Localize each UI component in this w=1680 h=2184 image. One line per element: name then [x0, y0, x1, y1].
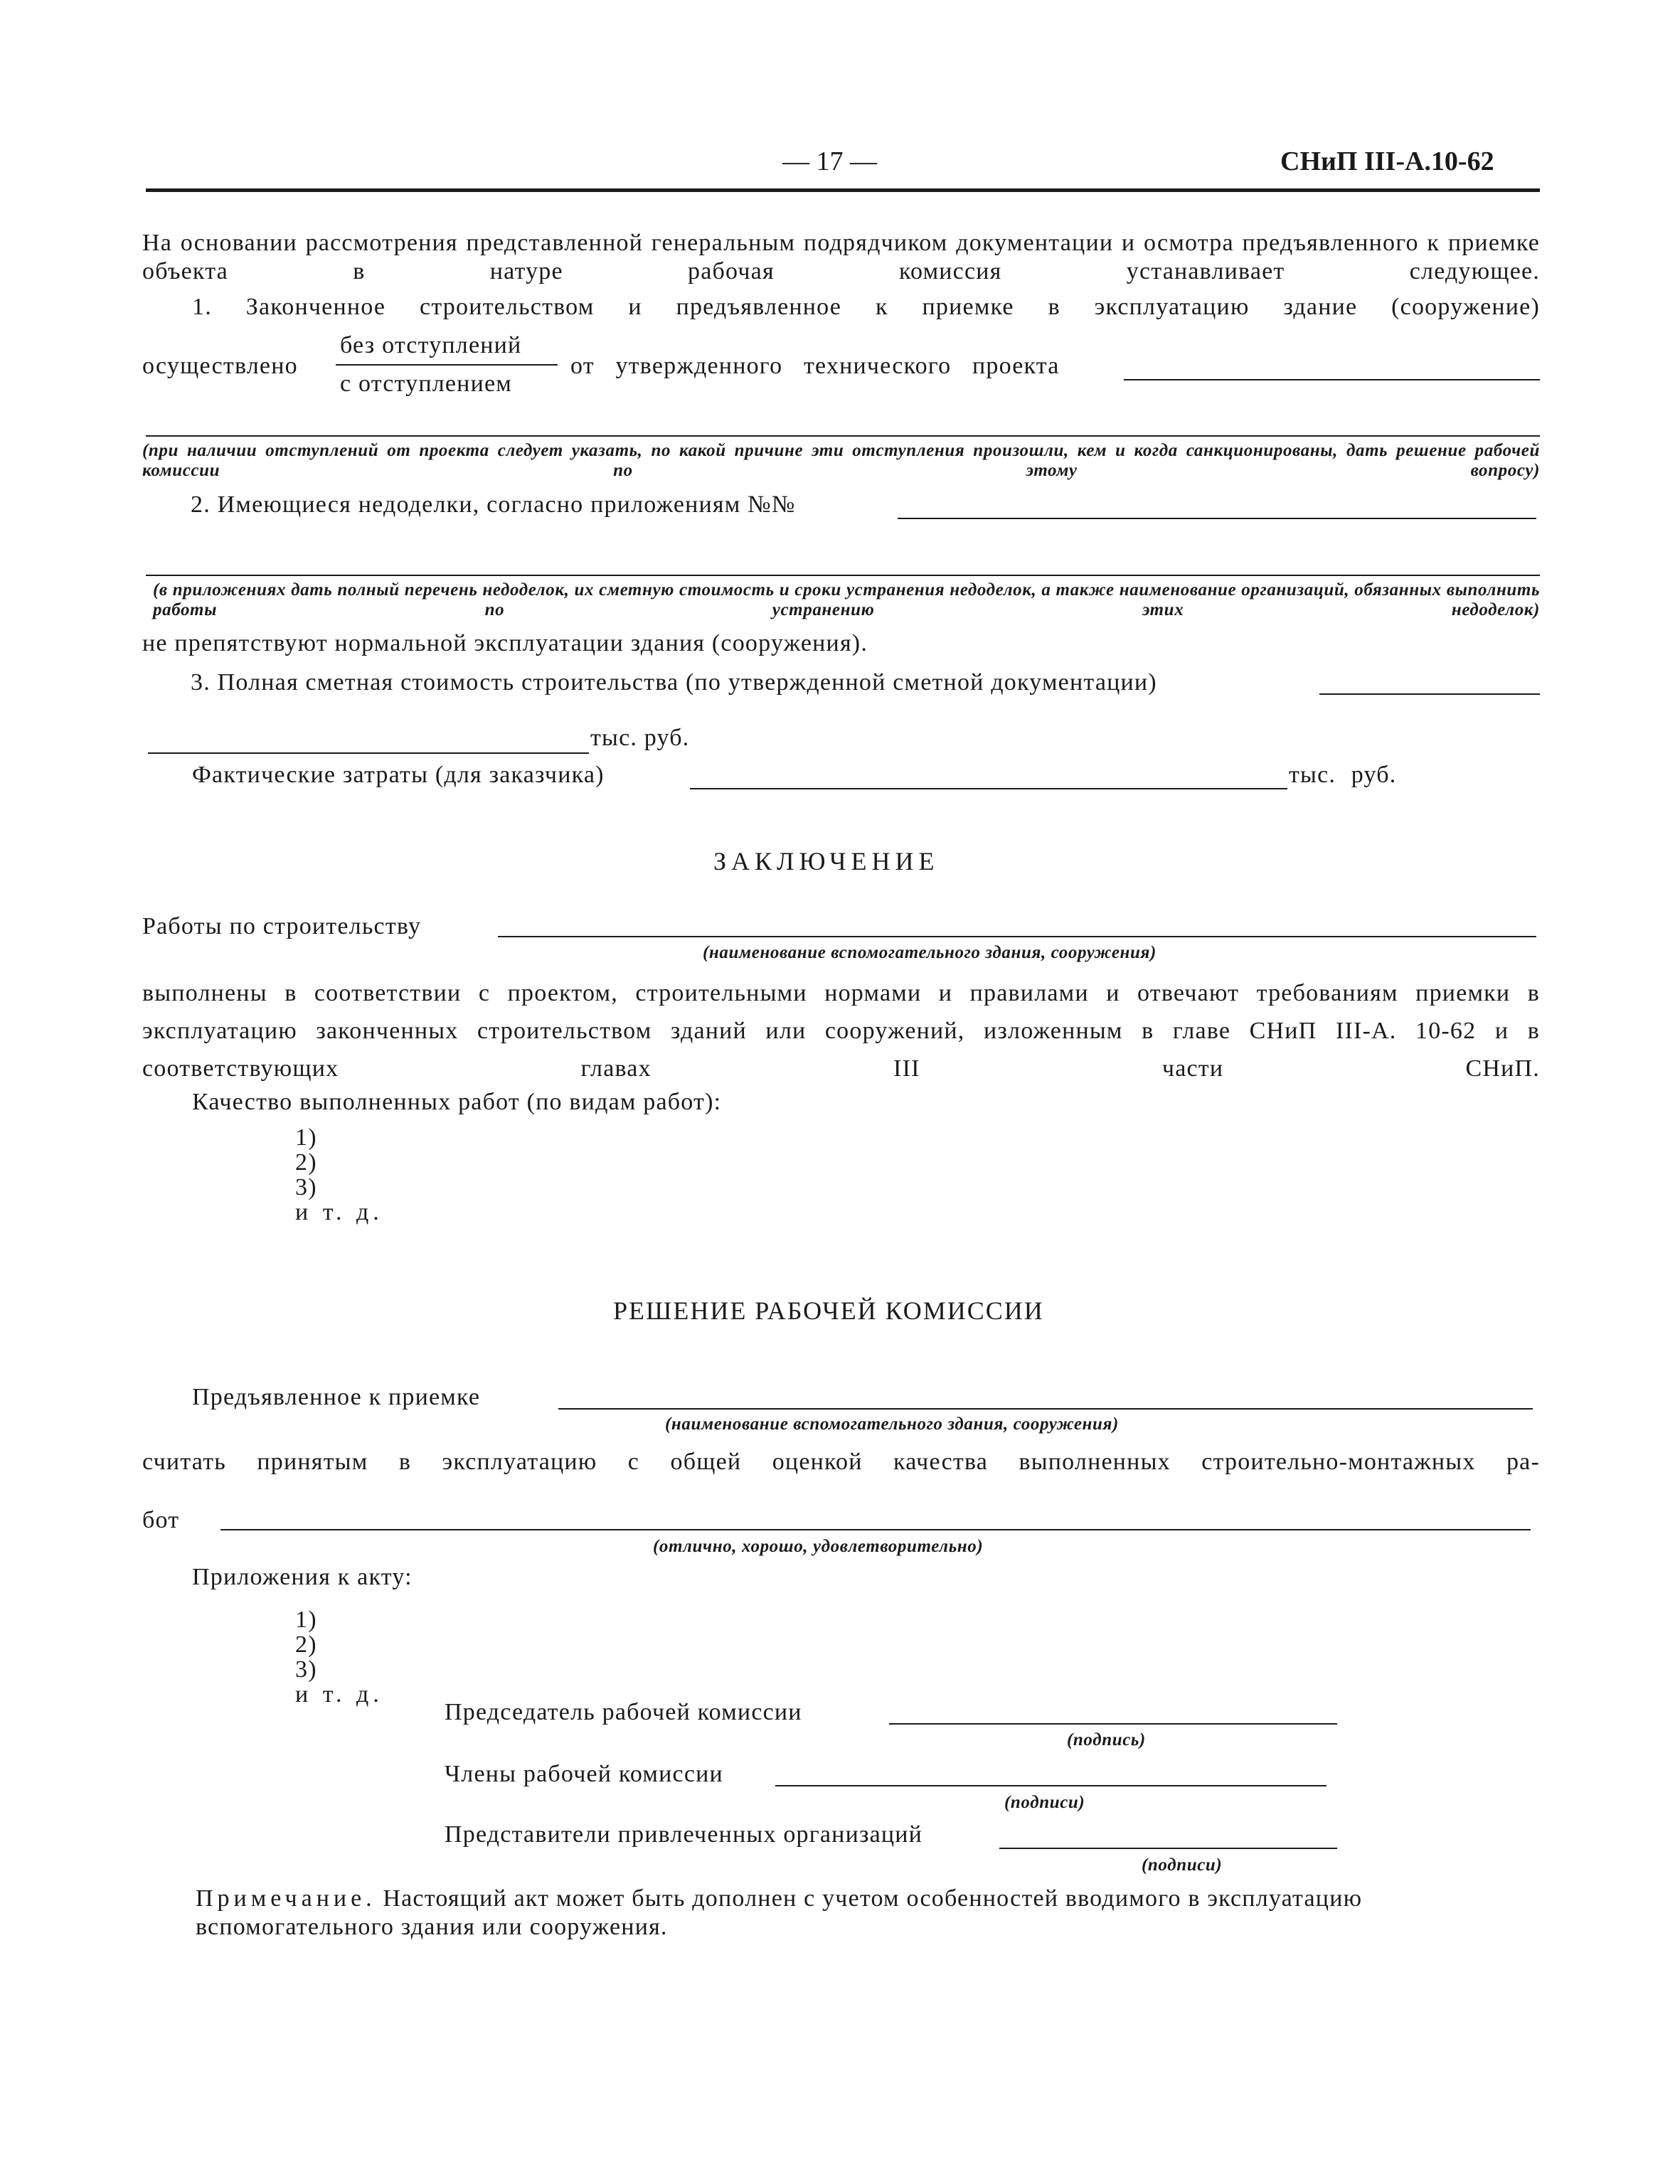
members-label: Члены рабочей комиссии — [445, 1761, 723, 1787]
page-number: — 17 — — [782, 147, 877, 176]
presented-fill-line[interactable] — [558, 1408, 1533, 1410]
attachments-label: Приложения к акту: — [192, 1564, 413, 1590]
item-1-note: (при наличии отступлений от проекта следует указать, по какой причине эти отступления произошли, кем и когда санкционированы, дать решение рабочей комиссии по этому вопросу) — [142, 441, 1540, 480]
attachment-item-1: 1) — [295, 1607, 317, 1633]
estimate-fill-line[interactable] — [148, 752, 589, 754]
item-2-fill-line-2[interactable] — [146, 575, 1540, 576]
quality-label: Качество выполненных работ (по видам работ): — [192, 1089, 722, 1115]
decision-title: РЕШЕНИЕ РАБОЧЕЙ КОМИССИИ — [613, 1296, 1044, 1325]
chairman-label: Председатель рабочей комиссии — [445, 1699, 802, 1725]
representatives-hint: (подписи) — [1142, 1855, 1223, 1875]
quality-list-item-2: 2) — [295, 1149, 317, 1176]
chairman-hint: (подпись) — [1067, 1730, 1146, 1749]
works-fill-line[interactable] — [498, 936, 1536, 937]
actual-costs-unit: тыс. руб. — [1289, 762, 1397, 788]
item-3-text: 3. Полная сметная стоимость строительства (по утвержденной сметной документации) — [191, 669, 1157, 696]
item-1-fill-line[interactable] — [1124, 379, 1540, 380]
conclusion-body: выполнены в соответствии с проектом, строительными нормами и правилами и отвечают требованиям приемки в эксплуатацию законченных строительством зданий или сооружений, изложенным в главе СНиП III-А. 10-62 и в соответствующих главах III части СНиП. — [142, 980, 1540, 1082]
item-3-fill-line[interactable] — [1319, 693, 1540, 695]
note-text: Настоящий акт может быть дополнен с учетом особенностей вводимого в эксплуатацию вспомогательного здания или сооружения. — [196, 1885, 1363, 1940]
works-label: Работы по строительству — [142, 913, 422, 939]
quality-list-item-4: и т. д. — [295, 1199, 383, 1225]
members-signature-line[interactable] — [775, 1785, 1327, 1786]
representatives-label: Представители привлеченных организаций — [445, 1821, 923, 1848]
note-label: Примечание. — [196, 1885, 376, 1912]
item-1-text: 1. Законченное строительством и предъявленное к приемке в эксплуатацию здание (сооружение) — [192, 294, 1540, 320]
members-hint: (подписи) — [1004, 1793, 1085, 1812]
attachment-item-2: 2) — [295, 1631, 317, 1658]
quality-list-item-3: 3) — [295, 1174, 317, 1200]
fraction-top: без отступлений — [340, 332, 522, 358]
actual-costs-label: Фактические затраты (для заказчика) — [192, 762, 605, 788]
conclusion-title: ЗАКЛЮЧЕНИЕ — [713, 847, 940, 875]
quality-list-item-1: 1) — [295, 1124, 317, 1151]
attachment-item-3: 3) — [295, 1656, 317, 1683]
item-2-after: не препятствуют нормальной эксплуатации здания (сооружения). — [142, 630, 868, 656]
chairman-signature-line[interactable] — [889, 1723, 1337, 1725]
estimate-unit: тыс. руб. — [590, 725, 690, 751]
representatives-signature-line[interactable] — [999, 1848, 1337, 1849]
actual-costs-fill-line[interactable] — [690, 788, 1287, 789]
accept-continuation: бот — [142, 1507, 180, 1533]
note-paragraph — [196, 1885, 1540, 1941]
presented-label: Предъявленное к приемке — [192, 1384, 481, 1410]
intro-paragraph: На основании рассмотрения представленной генеральным подрядчиком документации и осмотра предъявленного к приемке объекта в натуре рабочая комиссия устанавливает следующее. — [142, 230, 1540, 284]
item-1-suffix: от утвержденного технического проекта — [570, 353, 1060, 379]
document-code: СНиП III-А.10-62 — [1280, 147, 1494, 176]
fraction-bar — [336, 364, 558, 366]
accept-text: считать принятым в эксплуатацию с общей оценкой качества выполненных строительно-монтажных ра- — [142, 1449, 1540, 1475]
item-1-prefix: осуществлено — [142, 353, 298, 379]
attachment-item-4: и т. д. — [295, 1681, 383, 1708]
fraction-bottom: с отступлением — [340, 371, 512, 397]
item-2-text: 2. Имеющиеся недоделки, согласно приложениям №№ — [191, 491, 796, 518]
item-2-fill-line[interactable] — [898, 518, 1536, 519]
grade-fill-line[interactable] — [220, 1529, 1531, 1530]
grade-hint: (отлично, хорошо, удовлетворительно) — [653, 1537, 984, 1556]
item-1-fill-line-2[interactable] — [146, 435, 1540, 437]
item-2-note: (в приложениях дать полный перечень недоделок, их сметную стоимость и сроки устранения недоделок, а также наименование организаций, обязанных выполнить работы по устранению этих недоделок) — [153, 580, 1540, 619]
header-rule — [146, 188, 1540, 192]
presented-hint: (наименование вспомогательного здания, сооружения) — [665, 1415, 1119, 1434]
works-hint: (наименование вспомогательного здания, сооружения) — [703, 943, 1157, 962]
